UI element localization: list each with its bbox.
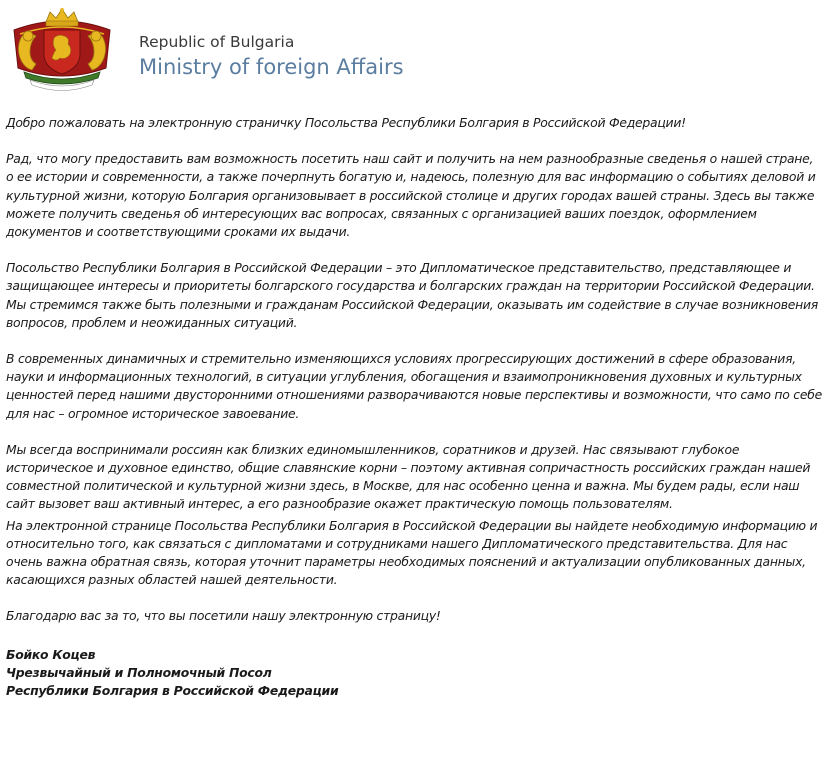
- letter-paragraph: На электронной странице Посольства Республики Болгария в Российской Федерации вы найдете необходимую информацию и относительно того, как связаться с дипломатами и сотрудниками нашего Дипломатического представительства. Для нас очень важна обратная связь, которая уточнит параметры необходимых пояснений и актуализации опубликованных данных, касающихся разных областей нашей деятельности.: [6, 517, 818, 588]
- bulgarian-coat-of-arms-icon: [6, 6, 118, 92]
- signature-title: Чрезвычайный и Полномочный Посол: [6, 665, 272, 681]
- greeting: Добро пожаловать на электронную страничку Посольства Республики Болгария в Российской Федерации!: [6, 115, 686, 130]
- welcome-letter: [6, 114, 824, 701]
- closing-line: Благодарю вас за то, что вы посетили нашу электронную страницу!: [6, 608, 441, 624]
- country-name: Republic of Bulgaria: [139, 33, 295, 51]
- signature-name: Бойко Коцев: [6, 646, 96, 662]
- letter-paragraph: В современных динамичных и стремительно изменяющихся условиях прогрессирующих достижений в сфере образования, науки и информационных технологий, в ситуации углубления, обогащения и взаимопроникновения духовных и культурных ценностей перед нашими двусторонними отношениями разворачиваются новые перспективы и возможности, что само по себе для нас – огромное историческое завоевание.: [6, 351, 822, 421]
- signature-organization: Республики Болгария в Российской Федерации: [6, 683, 339, 699]
- letter-paragraph: Посольство Республики Болгария в Российской Федерации – это Дипломатическое представительство, представляющее и защищающее интересы и приоритеты болгарского государства и болгарских граждан на территории Российской Федерации. Мы стремимся также быть полезными и гражданам Российской Федерации, оказывать им содействие в случае возникновения вопросов, проблем и неожиданных ситуаций.: [6, 260, 819, 330]
- letter-paragraph: Рад, что могу предоставить вам возможность посетить наш сайт и получить на нем разнообразные сведенья о нашей стране, о ее истории и современности, а также почерпнуть богатую и, надеюсь, полезную для вас информацию о событиях деловой и культурной жизни, которую Болгария организовывает в российской столице и других городах вашей страны. Здесь вы также можете получить сведенья об интересующих вас вопросах, связанных с организацией ваших поездок, оформлением документов и соответствующими сроками их выдачи.: [6, 151, 816, 240]
- organization-title: [139, 32, 404, 81]
- letter-paragraph: Мы всегда воспринимали россиян как близких единомышленников, соратников и друзей. Нас связывают глубокое историческое и духовное единство, общие славянские корни – поэтому активная сопричастность российских граждан нашей совместной политической и культурной жизни здесь, в Москве, для нас особенно ценна и важна. Мы будем рады, если наш сайт вызовет ваш активный интерес, а его разнообразие окажет практическую помощь пользователям.: [6, 441, 811, 512]
- signature-block: [6, 646, 824, 701]
- ministry-name: Ministry of foreign Affairs: [139, 55, 404, 79]
- page-header: [0, 0, 828, 96]
